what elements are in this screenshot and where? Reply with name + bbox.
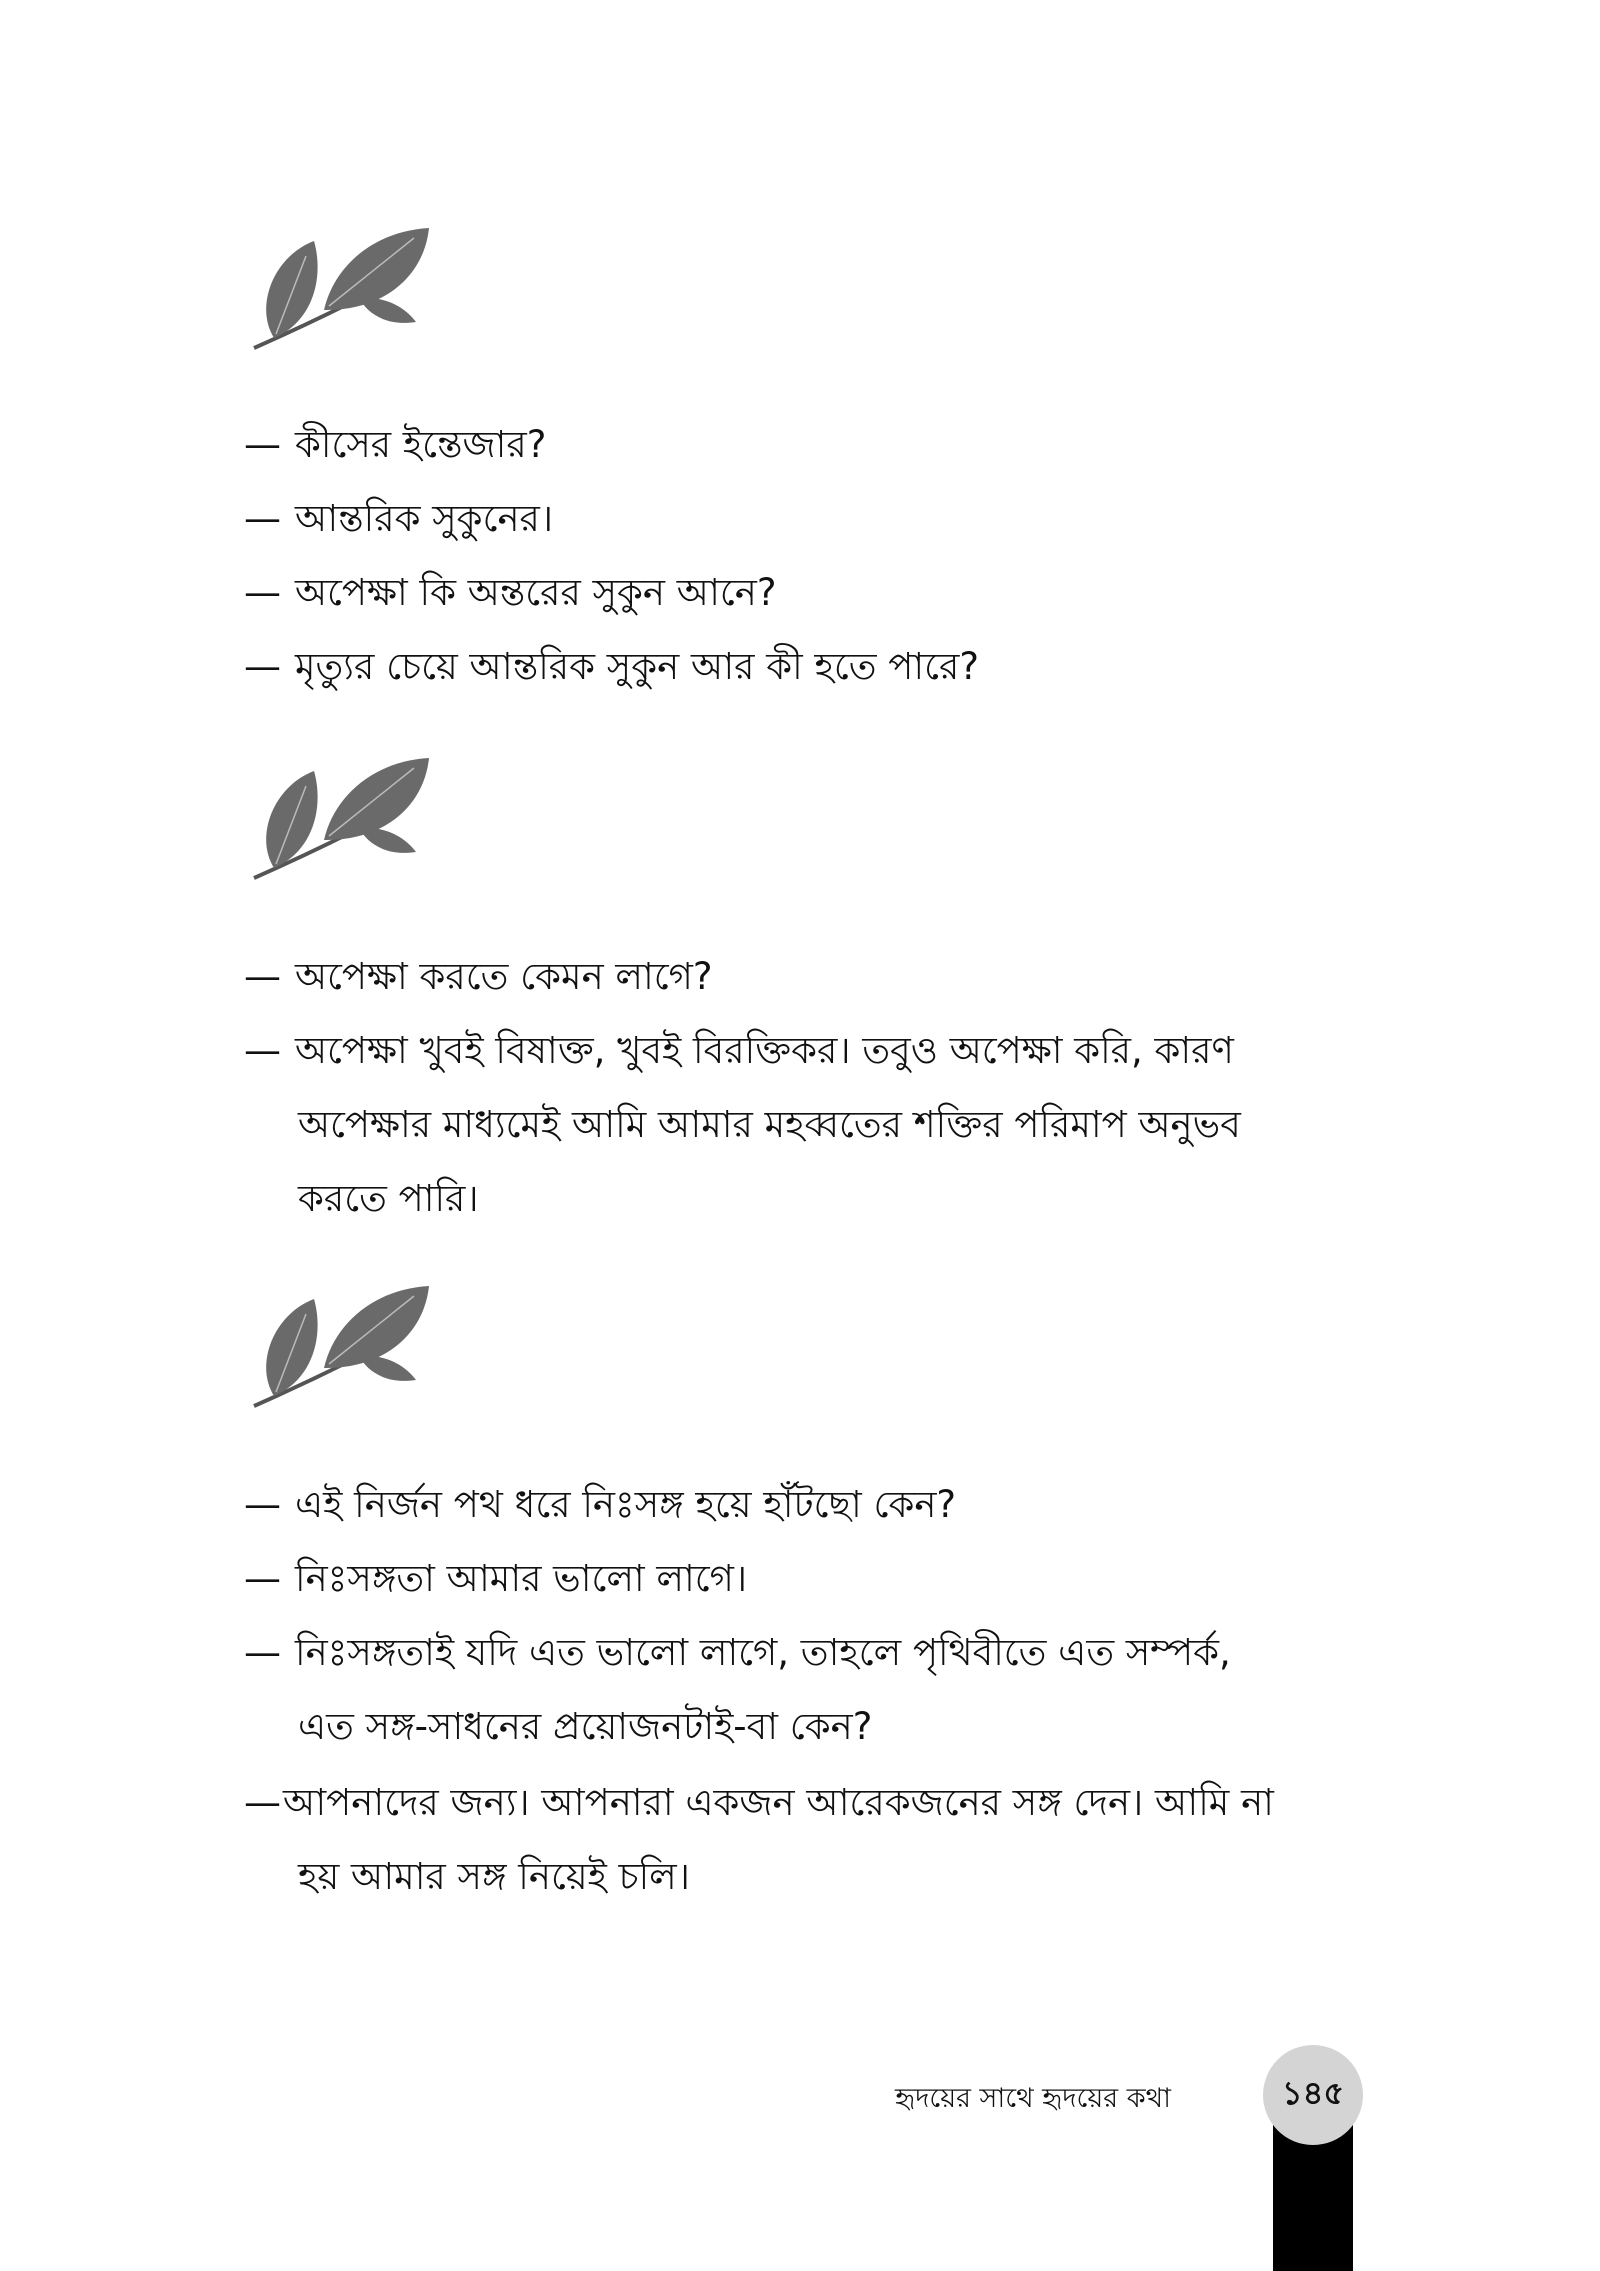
dialogue-line: — অপেক্ষা করতে কেমন লাগে? [244,955,713,998]
dialogue-line: — অপেক্ষা কি অন্তরের সুকুন আনে? [244,571,777,614]
dialogue-line: — এই নির্জন পথ ধরে নিঃসঙ্গ হয়ে হাঁটছো কেন? [244,1483,957,1526]
running-footer-title: হৃদয়ের সাথে হৃদয়ের কথা [895,2083,1171,2114]
dialogue-continuation: করতে পারি। [298,1177,479,1220]
dialogue-continuation: হয় আমার সঙ্গ নিয়েই চলি। [298,1855,690,1898]
dialogue-line: — নিঃসঙ্গতা আমার ভালো লাগে। [244,1557,748,1600]
leaf-sprig-icon [244,1284,444,1414]
dialogue-line: —আপনাদের জন্য। আপনারা একজন আরেকজনের সঙ্গ দেন। আমি না [244,1781,1274,1824]
page-number: ১৪৫ [1263,2045,1363,2145]
dialogue-line: — মৃত্যুর চেয়ে আন্তরিক সুকুন আর কী হতে পারে? [244,645,980,688]
leaf-sprig-icon [244,756,444,886]
dialogue-continuation: এত সঙ্গ-সাধনের প্রয়োজনটাই-বা কেন? [298,1705,873,1748]
leaf-sprig-icon [244,226,444,356]
dialogue-line: — কীসের ইন্তেজার? [244,423,547,466]
dialogue-continuation: অপেক্ষার মাধ্যমেই আমি আমার মহব্বতের শক্তির পরিমাপ অনুভব [298,1103,1241,1146]
dialogue-line: — আন্তরিক সুকুনের। [244,497,554,540]
dialogue-line: — নিঃসঙ্গতাই যদি এত ভালো লাগে, তাহলে পৃথিবীতে এত সম্পর্ক, [244,1631,1231,1674]
dialogue-line: — অপেক্ষা খুবই বিষাক্ত, খুবই বিরক্তিকর। তবুও অপেক্ষা করি, কারণ [244,1029,1234,1072]
